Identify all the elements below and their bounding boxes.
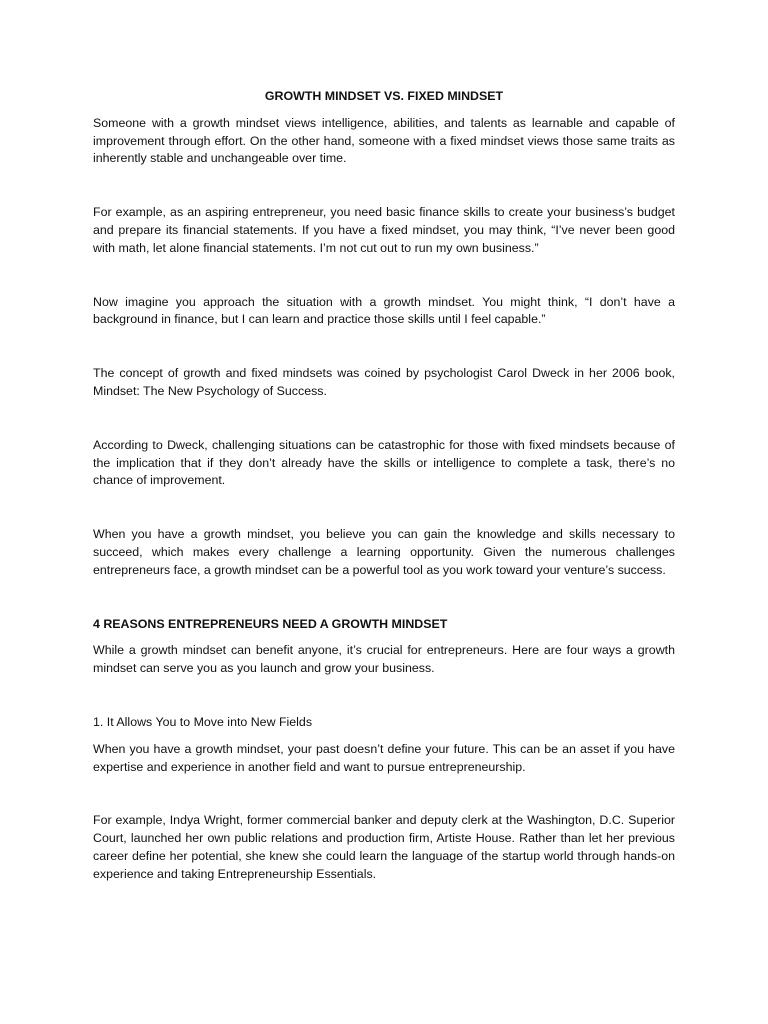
paragraph-dweck-challenges: According to Dweck, challenging situations can be catastrophic for those with fixed mindsets because of the implication that if they don’t already have the skills or intelligence to complete a task, there’s no chance of improvement. <box>93 437 675 488</box>
section-intro: While a growth mindset can benefit anyone, it’s crucial for entrepreneurs. Here are four ways a growth mindset can serve you as you launch and grow your business. <box>93 643 675 676</box>
document-title: GROWTH MINDSET VS. FIXED MINDSET <box>264 89 504 103</box>
paragraph-learning-opportunity: When you have a growth mindset, you believe you can gain the knowledge and skills necessary to succeed, which makes every challenge a learning opportunity. Given the numerous challenges entrepreneurs face, a growth mindset can be a powerful tool as you work toward your venture’s success. <box>93 527 675 577</box>
reason-1-paragraph-past: When you have a growth mindset, your past doesn’t define your future. This can be an asset if you have expertise and experience in another field and want to pursue entrepreneurship. <box>93 741 675 774</box>
paragraph-finance-example: For example, as an aspiring entrepreneur, you need basic finance skills to create your business’s budget and prepare its financial statements. If you have a fixed mindset, you may think, “I’ve never been good with math, let alone financial statements. I’m not cut out to run my own business.” <box>93 205 675 255</box>
reason-1-heading: 1. It Allows You to Move into New Fields <box>93 714 313 729</box>
document-page <box>93 88 675 884</box>
reason-1-paragraph-example: For example, Indya Wright, former commercial banker and deputy clerk at the Washington, D.C. Superior Court, launched her own public relations and production firm, Artiste House. Rather than let her previous career define her potential, she knew she could learn the language of the startup world through hands-on experience and taking Entrepreneurship Essentials. <box>93 813 675 881</box>
paragraph-dweck-concept: The concept of growth and fixed mindsets was coined by psychologist Carol Dweck in her 2006 book, Mindset: The New Psychology of Success. <box>93 366 675 398</box>
paragraph-growth-approach: Now imagine you approach the situation with a growth mindset. You might think, “I don’t have a background in finance, but I can learn and practice those skills until I feel capable.” <box>93 294 675 327</box>
section-heading: 4 REASONS ENTREPRENEURS NEED A GROWTH MINDSET <box>93 616 448 631</box>
paragraph-growth-vs-fixed: Someone with a growth mindset views intelligence, abilities, and talents as learnable and capable of improvement through effort. On the other hand, someone with a fixed mindset views those same traits as inherently stable and unchangeable over time. <box>93 115 675 166</box>
